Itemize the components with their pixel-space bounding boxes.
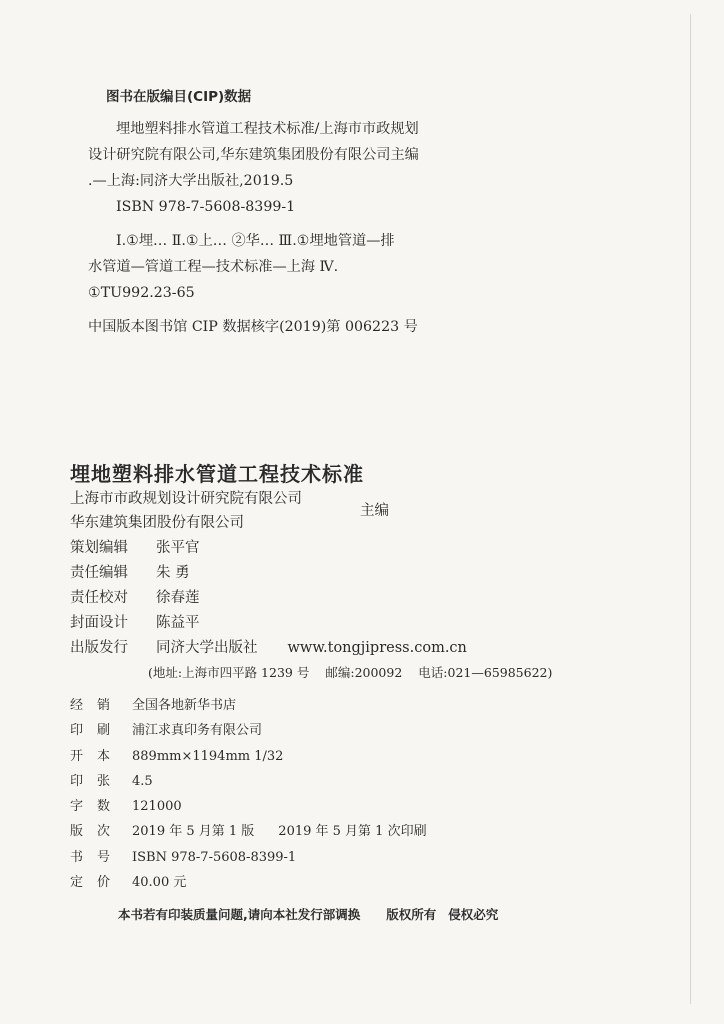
credit-value: 陈益平 (156, 615, 200, 631)
credit-label: 责任校对 (70, 590, 128, 606)
credit-row (70, 586, 670, 611)
rights-notice: 版权所有 (386, 907, 437, 922)
page-edge-line (690, 14, 691, 1004)
cip-verification: 中国版本图书馆 CIP 数据核字(2019)第 006223 号 (88, 319, 418, 335)
spec-value-2: 2019 年 5 月第 1 次印刷 (278, 824, 427, 840)
spec-value: 121000 (132, 799, 182, 815)
credit-value: 张平官 (156, 540, 200, 556)
spec-value: 2019 年 5 月第 1 版 (132, 824, 255, 840)
quality-notice: 本书若有印装质量问题,请向本社发行部调换 (118, 907, 361, 922)
cip-line: 水管道—管道工程—技术标准—上海 Ⅳ. (88, 259, 339, 275)
publisher-address (70, 661, 670, 689)
credit-label: 责任编辑 (70, 565, 128, 581)
spec-value: 浦江求真印务有限公司 (132, 723, 263, 739)
spec-label: 经销 (70, 698, 125, 713)
spec-label: 字数 (70, 799, 125, 815)
spec-row (70, 870, 670, 895)
cip-block (88, 84, 508, 340)
spec-label: 定价 (70, 875, 125, 891)
spec-value: 40.00 元 (132, 875, 187, 891)
spec-row (70, 718, 670, 743)
spec-value: 全国各地新华书店 (132, 698, 237, 713)
spec-row (70, 744, 670, 769)
credit-label: 策划编辑 (70, 540, 128, 556)
spec-label: 印刷 (70, 723, 125, 739)
editors (70, 486, 670, 536)
publisher-label: 出版发行 (70, 640, 128, 656)
footer-notice (118, 905, 498, 923)
spec-value: 889mm×1194mm 1/32 (132, 748, 284, 764)
credit-row (70, 611, 670, 636)
publication-info (70, 486, 670, 895)
book-title: 埋地塑料排水管道工程技术标准 (70, 462, 364, 486)
spec-list (70, 693, 670, 895)
spec-row (70, 845, 670, 870)
cip-line: 设计研究院有限公司,华东建筑集团股份有限公司主编 (88, 147, 419, 163)
spec-label: 版次 (70, 824, 125, 840)
cip-line: .—上海:同济大学出版社,2019.5 (88, 173, 294, 189)
postcode-text: 邮编:200092 (325, 665, 403, 680)
publisher-row (70, 636, 670, 661)
spec-row (70, 794, 670, 819)
credit-row (70, 536, 670, 561)
credit-value: 徐春莲 (156, 590, 200, 606)
address-text: (地址:上海市四平路 1239 号 (148, 665, 310, 680)
editor-2: 华东建筑集团股份有限公司 (70, 515, 244, 531)
editor-role: 主编 (360, 503, 389, 519)
editor-1: 上海市市政规划设计研究院有限公司 (70, 491, 302, 507)
spec-label: 开本 (70, 748, 125, 764)
spec-row (70, 769, 670, 794)
spec-value: 4.5 (132, 773, 153, 789)
spec-label: 书号 (70, 849, 125, 865)
piracy-notice: 侵权必究 (448, 907, 499, 922)
spec-row (70, 693, 670, 718)
spec-value: ISBN 978-7-5608-8399-1 (132, 849, 297, 865)
cip-line: Ⅰ.①埋… Ⅱ.①上… ②华… Ⅲ.①埋地管道—排 (116, 233, 395, 249)
spec-label: 印张 (70, 773, 125, 789)
publisher-website: www.tongjipress.com.cn (287, 640, 467, 656)
credit-label: 封面设计 (70, 615, 128, 631)
cip-isbn: ISBN 978-7-5608-8399-1 (116, 199, 296, 215)
credit-row (70, 561, 670, 586)
phone-text: 电话:021—65985622) (418, 665, 553, 680)
cip-line: ①TU992.23-65 (88, 285, 195, 301)
cip-line: 埋地塑料排水管道工程技术标准/上海市市政规划 (116, 121, 419, 137)
cip-heading: 图书在版编目(CIP)数据 (106, 89, 252, 105)
spec-row (70, 819, 670, 844)
publisher-name: 同济大学出版社 (156, 640, 258, 656)
credit-value: 朱 勇 (156, 565, 190, 581)
